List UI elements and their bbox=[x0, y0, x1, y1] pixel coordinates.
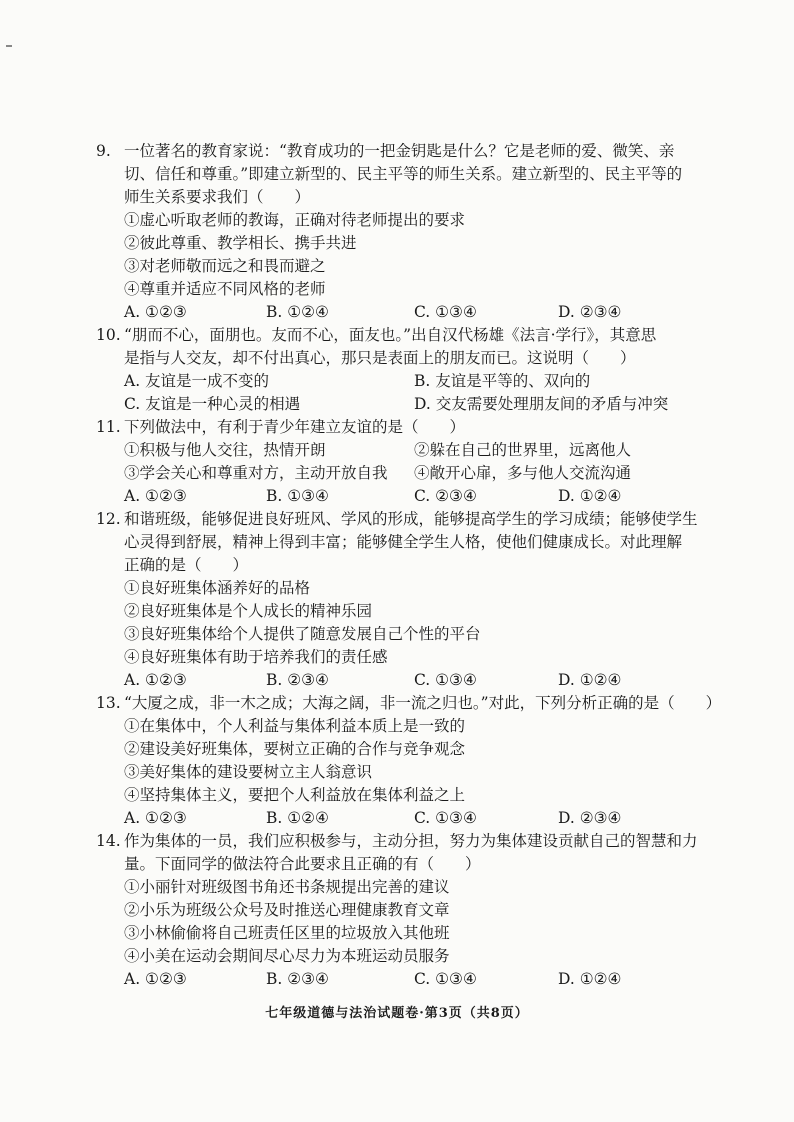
question-number: 11. bbox=[96, 418, 121, 436]
answer-options-row bbox=[96, 393, 696, 416]
question-12 bbox=[96, 508, 696, 692]
option-a: A. ①②③ bbox=[124, 809, 187, 827]
statement-item: ③小林偷偷将自己班责任区里的垃圾放入其他班 bbox=[124, 924, 450, 942]
question-number: 14. bbox=[96, 832, 121, 850]
question-stem: “朋而不心，面朋也。友而不心，面友也。”出自汉代杨雄《法言·学行》，其意思 bbox=[124, 326, 657, 344]
statement-item: ④小美在运动会期间尽心尽力为本班运动员服务 bbox=[124, 947, 450, 965]
statement-item: ②良好班集体是个人成长的精神乐园 bbox=[124, 602, 373, 620]
statement-item: ②小乐为班级公众号及时推送心理健康教育文章 bbox=[124, 901, 450, 919]
page-footer: 七年级道德与法治试题卷·第3页（共8页） bbox=[265, 1006, 529, 1021]
question-number: 13. bbox=[96, 694, 121, 712]
option-d: D. ①②④ bbox=[558, 671, 622, 689]
statement-item: ③美好集体的建设要树立主人翁意识 bbox=[124, 763, 373, 781]
option-a: A. ①②③ bbox=[124, 671, 187, 689]
answer-options bbox=[96, 669, 696, 692]
option-c: C. ②③④ bbox=[414, 487, 477, 505]
statement-row bbox=[96, 462, 696, 485]
answer-options bbox=[96, 968, 696, 991]
question-stem: 下列做法中，有利于青少年建立友谊的是（ ） bbox=[124, 418, 466, 436]
option-a: A. 友谊是一成不变的 bbox=[124, 372, 270, 390]
statement-item: ①在集体中，个人利益与集体利益本质上是一致的 bbox=[124, 717, 466, 735]
option-d: D. ①②④ bbox=[558, 487, 622, 505]
option-d: D. ②③④ bbox=[558, 303, 622, 321]
statement-row bbox=[96, 439, 696, 462]
option-b: B. ①③④ bbox=[266, 487, 329, 505]
question-stem: 是指与人交友，却不付出真心，那只是表面上的朋友而已。这说明（ ） bbox=[124, 349, 636, 367]
question-10 bbox=[96, 324, 696, 416]
statement-item: ①良好班集体涵养好的品格 bbox=[124, 579, 311, 597]
statement-item: ③学会关心和尊重对方，主动开放自我 bbox=[124, 464, 388, 482]
question-stem: 正确的是（ ） bbox=[124, 556, 249, 574]
option-d: D. 交友需要处理朋友间的矛盾与冲突 bbox=[414, 395, 669, 413]
answer-options bbox=[96, 301, 696, 324]
statement-item: ①积极与他人交往，热情开朗 bbox=[124, 441, 326, 459]
question-stem: 师生关系要求我们（ ） bbox=[124, 188, 311, 206]
option-b: B. ②③④ bbox=[266, 671, 329, 689]
question-14 bbox=[96, 830, 696, 991]
question-stem: 切、信任和尊重。”即建立新型的、民主平等的师生关系。建立新型的、民主平等的 bbox=[124, 165, 683, 183]
statement-item: ①虚心听取老师的教诲，正确对待老师提出的要求 bbox=[124, 211, 466, 229]
statement-item: ①小丽针对班级图书角还书条规提出完善的建议 bbox=[124, 878, 450, 896]
question-number: 12. bbox=[96, 510, 121, 528]
statement-item: ②建设美好班集体，要树立正确的合作与竞争观念 bbox=[124, 740, 466, 758]
option-b: B. ①②④ bbox=[266, 303, 329, 321]
option-c: C. ①③④ bbox=[414, 970, 477, 988]
answer-options-row bbox=[96, 370, 696, 393]
option-a: A. ①②③ bbox=[124, 970, 187, 988]
statement-item: ④尊重并适应不同风格的老师 bbox=[124, 280, 326, 298]
question-13 bbox=[96, 692, 722, 830]
statement-item: ④良好班集体有助于培养我们的责任感 bbox=[124, 648, 388, 666]
question-stem: 量。下面同学的做法符合此要求且正确的有（ ） bbox=[124, 855, 481, 873]
question-stem: 作为集体的一员，我们应积极参与，主动分担，努力为集体建设贡献自己的智慧和力 bbox=[124, 832, 698, 850]
answer-options bbox=[96, 807, 696, 830]
question-number: 10. bbox=[96, 326, 121, 344]
option-b: B. 友谊是平等的、双向的 bbox=[414, 372, 591, 390]
statement-item: ④敞开心扉，多与他人交流沟通 bbox=[414, 464, 632, 482]
option-b: B. ①②④ bbox=[266, 809, 329, 827]
question-number: 9. bbox=[96, 142, 111, 160]
scan-mark bbox=[6, 45, 12, 47]
option-a: A. ①②③ bbox=[124, 303, 187, 321]
option-b: B. ②③④ bbox=[266, 970, 329, 988]
question-9 bbox=[96, 140, 696, 324]
option-a: A. ①②③ bbox=[124, 487, 187, 505]
option-c: C. ①③④ bbox=[414, 809, 477, 827]
question-stem: “大厦之成，非一木之成；大海之阔，非一流之归也。”对此，下列分析正确的是（ ） bbox=[124, 694, 722, 712]
option-d: D. ①②④ bbox=[558, 970, 622, 988]
statement-item: ②彼此尊重、教学相长、携手共进 bbox=[124, 234, 357, 252]
statement-item: ③良好班集体给个人提供了随意发展自己个性的平台 bbox=[124, 625, 481, 643]
question-stem: 一位著名的教育家说：“教育成功的一把金钥匙是什么？它是老师的爱、微笑、亲 bbox=[124, 142, 675, 160]
option-c: C. 友谊是一种心灵的相遇 bbox=[124, 395, 301, 413]
option-c: C. ①③④ bbox=[414, 303, 477, 321]
question-stem: 心灵得到舒展，精神上得到丰富；能够健全学生人格，使他们健康成长。对此理解 bbox=[124, 533, 683, 551]
question-11 bbox=[96, 416, 696, 508]
statement-item: ②躲在自己的世界里，远离他人 bbox=[414, 441, 632, 459]
question-stem: 和谐班级，能够促进良好班风、学风的形成，能够提高学生的学习成绩；能够使学生 bbox=[124, 510, 698, 528]
statement-item: ④坚持集体主义，要把个人利益放在集体利益之上 bbox=[124, 786, 466, 804]
option-d: D. ②③④ bbox=[558, 809, 622, 827]
option-c: C. ①③④ bbox=[414, 671, 477, 689]
statement-item: ③对老师敬而远之和畏而避之 bbox=[124, 257, 326, 275]
answer-options bbox=[96, 485, 696, 508]
